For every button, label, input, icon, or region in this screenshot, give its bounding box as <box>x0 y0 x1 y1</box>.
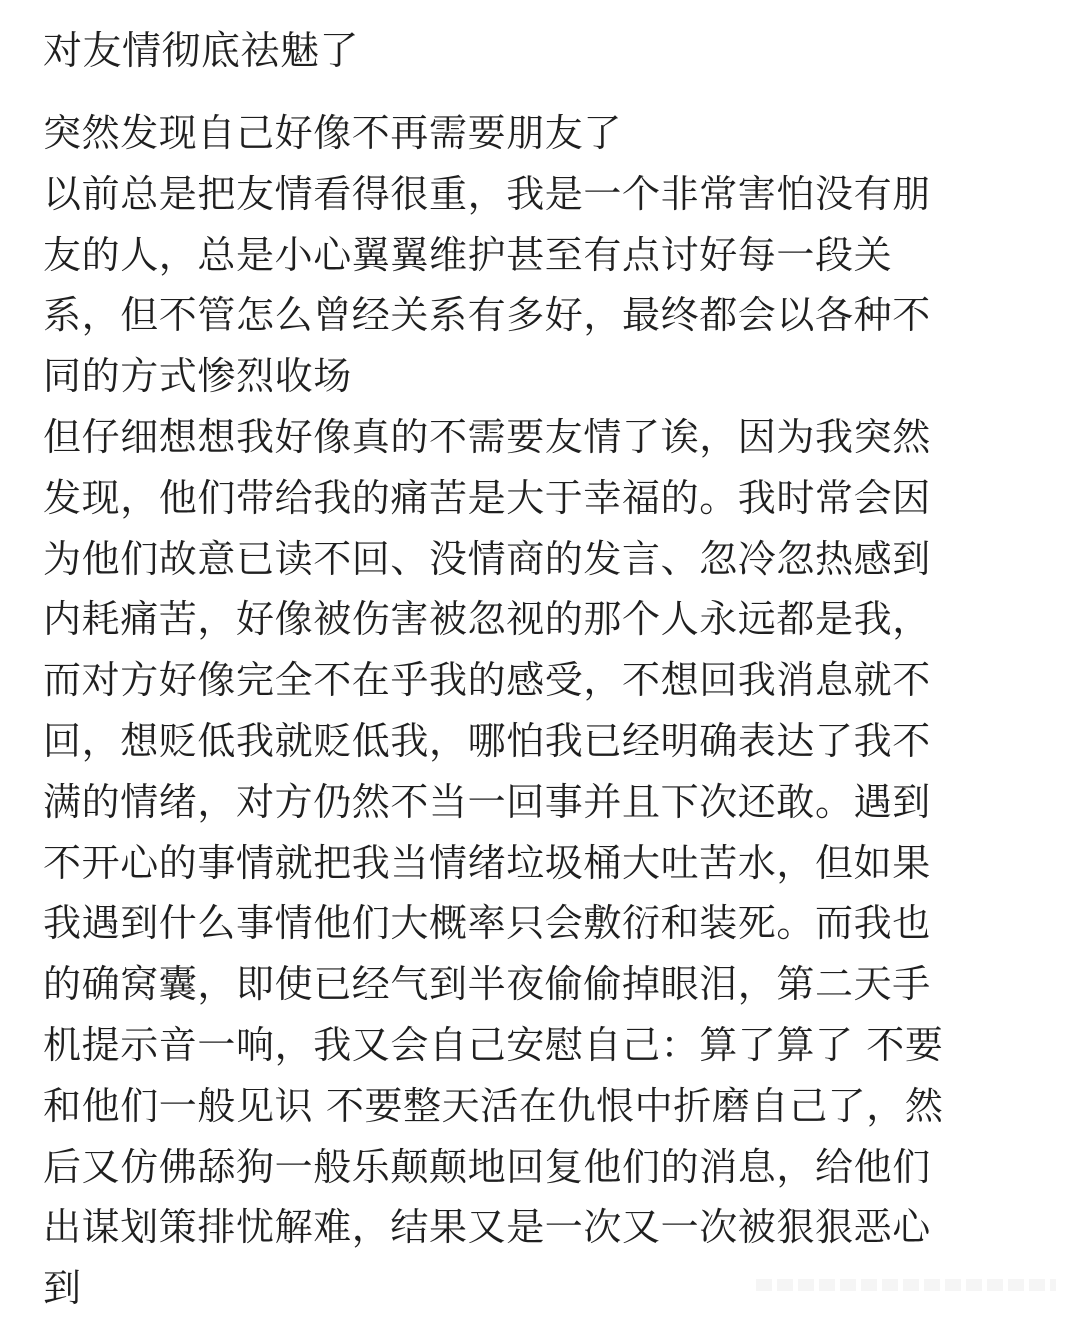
post-body-line: 友的人，总是小心翼翼维护甚至有点讨好每一段关 <box>43 232 893 277</box>
post-body-line: 发现，他们带给我的痛苦是大于幸福的。我时常会因 <box>43 475 931 520</box>
post-body-line: 为他们故意已读不回、没情商的发言、忽冷忽热感到 <box>43 536 931 581</box>
post-body-line: 出谋划策排忧解难，结果又是一次又一次被狠狠恶心 <box>43 1205 931 1250</box>
post-body-line: 我遇到什么事情他们大概率只会敷衍和装死。而我也 <box>43 901 931 946</box>
post-body-line: 内耗痛苦，好像被伤害被忽视的那个人永远都是我， <box>43 597 931 642</box>
post-body-line: 机提示音一响，我又会自己安慰自己：算了算了 不要 <box>43 1022 944 1067</box>
watermark <box>756 1279 1056 1291</box>
post-body-line: 而对方好像完全不在乎我的感受，不想回我消息就不 <box>43 658 931 703</box>
post-body-line: 突然发现自己好像不再需要朋友了 <box>43 111 623 155</box>
post-body <box>43 103 1043 1319</box>
post-body-line: 满的情绪，对方仍然不当一回事并且下次还敢。遇到 <box>43 779 931 824</box>
post-body-line: 后又仿佛舔狗一般乐颠颠地回复他们的消息，给他们 <box>43 1144 931 1189</box>
post-body-line: 到 <box>43 1266 82 1311</box>
post-body-line: 系，但不管怎么曾经关系有多好，最终都会以各种不 <box>43 293 931 338</box>
post-body-line: 同的方式惨烈收场 <box>43 354 352 399</box>
post-body-line: 以前总是把友情看得很重，我是一个非常害怕没有朋 <box>43 171 931 216</box>
post-body-line: 的确窝囊，即使已经气到半夜偷偷掉眼泪，第二天手 <box>43 962 931 1007</box>
post-title: 对友情彻底祛魅了 <box>43 29 360 74</box>
post-body-line: 不开心的事情就把我当情绪垃圾桶大吐苦水，但如果 <box>43 840 931 885</box>
post-body-line: 但仔细想想我好像真的不需要友情了诶，因为我突然 <box>43 414 931 459</box>
post-body-line: 和他们一般见识 不要整天活在仇恨中折磨自己了，然 <box>43 1083 944 1128</box>
post-body-line: 回，想贬低我就贬低我，哪怕我已经明确表达了我不 <box>43 718 931 763</box>
